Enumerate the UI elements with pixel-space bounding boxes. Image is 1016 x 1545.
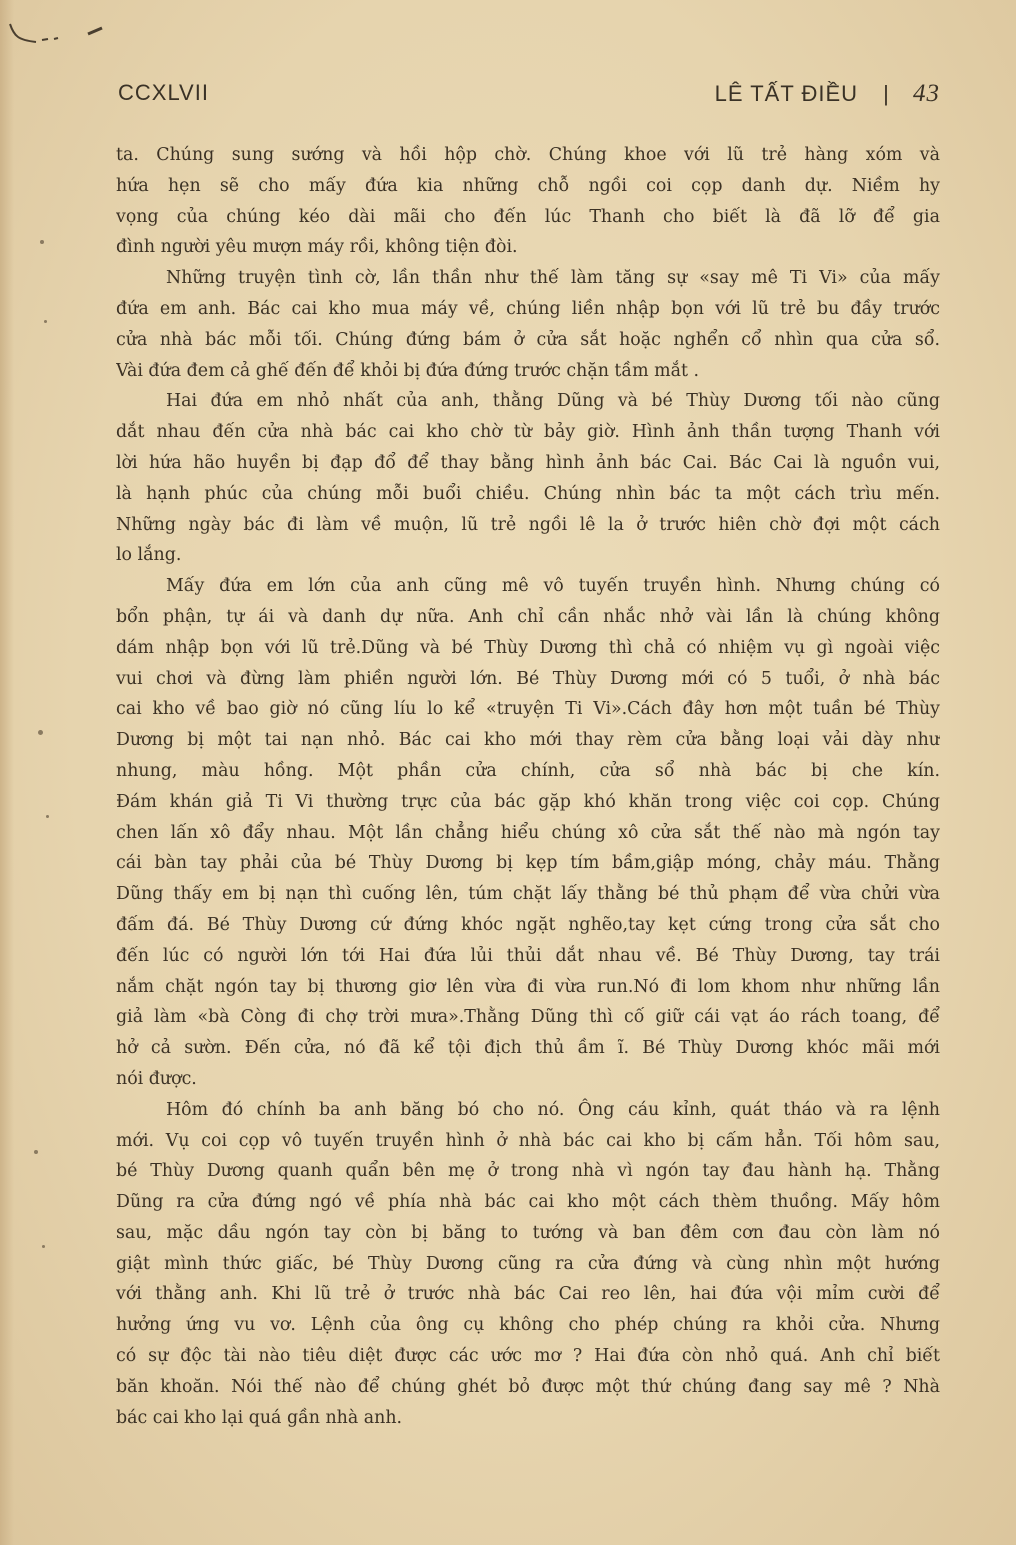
text-line: Đám khán giả Ti Vi thường trực của bác gặp khó khăn trong việc coi cọp. Chúng — [116, 791, 940, 812]
text-line: là hạnh phúc của chúng mỗi buổi chiều. Chúng nhìn bác ta một cách trìu mến. — [116, 483, 940, 504]
text-line: cửa nhà bác mỗi tối. Chúng đứng bám ở cửa sắt hoặc nghển cổ nhìn qua cửa sổ. — [116, 329, 940, 350]
text-line: Những ngày bác đi làm về muộn, lũ trẻ ngồi lê la ở trước hiên chờ đợi một cách — [116, 514, 940, 535]
paragraph — [116, 571, 940, 1095]
text-line: dắt nhau đến cửa nhà bác cai kho chờ từ bảy giờ. Hình ảnh thần tượng Thanh với — [116, 422, 940, 443]
margin-speck — [46, 815, 49, 818]
text-line: bé Thùy Dương quanh quẩn bên mẹ ở trong nhà vì ngón tay đau hành hạ. Thằng — [116, 1161, 940, 1182]
text-line: Hai đứa em nhỏ nhất của anh, thằng Dũng và bé Thùy Dương tối nào cũng — [166, 391, 940, 412]
paragraph — [116, 263, 940, 386]
text-line: Dương bị một tai nạn nhỏ. Bác cai kho mới thay rèm cửa bằng loại vải dày như — [116, 730, 940, 751]
corner-pen-mark — [6, 18, 116, 48]
text-line: Dũng ra cửa đứng ngó về phía nhà bác cai kho một cách thèm thuồng. Mấy hôm — [116, 1192, 940, 1213]
text-line: cai kho về bao giờ nó cũng líu lo kể «truyện Ti Vi».Cách đây hơn một tuần bé Thùy — [116, 699, 940, 720]
chapter-number: CCXLVII — [118, 80, 209, 105]
header-right — [715, 80, 940, 108]
paragraph — [116, 140, 940, 263]
text-line: vọng của chúng kéo dài mãi cho đến lúc Thanh cho biết là đã lỡ để gia — [116, 206, 940, 227]
author-name: LÊ TẤT ĐIỀU — [714, 81, 859, 106]
text-line: Mấy đứa em lớn của anh cũng mê vô tuyến truyền hình. Nhưng chúng có — [166, 576, 940, 597]
text-line: đấm đá. Bé Thùy Dương cứ đứng khóc ngặt nghẽo,tay kẹt cứng trong cửa sắt cho — [116, 914, 940, 935]
text-line: có sự độc tài nào tiêu diệt được các ước mơ ? Hai đứa còn nhỏ quá. Anh chỉ biết — [116, 1346, 940, 1367]
text-line: giả làm «bà Còng đi chợ trời mưa».Thằng Dũng thì cố giữ cái vạt áo rách toang, để — [116, 1007, 940, 1028]
running-header — [118, 80, 940, 114]
margin-speck — [44, 320, 47, 323]
text-line: chen lấn xô đẩy nhau. Một lần chẳng hiểu chúng xô cửa sắt thế nào mà ngón tay — [116, 822, 940, 843]
margin-speck — [42, 1245, 45, 1248]
page-number: 43 — [913, 80, 940, 107]
text-line: hở cả sườn. Đến cửa, nó đã kể tội địch thủ ầm ĩ. Bé Thùy Dương khóc mãi mới — [116, 1038, 940, 1059]
text-line: mới. Vụ coi cọp vô tuyến truyền hình ở nhà bác cai kho bị cấm hẳn. Tối hôm sau, — [116, 1130, 940, 1151]
text-line: băn khoăn. Nói thế nào để chúng ghét bỏ được một thứ chúng đang say mê ? Nhà — [116, 1376, 940, 1397]
text-line: hưởng ứng vu vơ. Lệnh của ông cụ không cho phép chúng ra khỏi cửa. Nhưng — [116, 1315, 940, 1336]
text-line: cái bàn tay phải của bé Thùy Dương bị kẹp tím bầm,giập móng, chảy máu. Thằng — [116, 853, 940, 874]
text-line: bác cai kho lại quá gần nhà anh. — [116, 1407, 403, 1428]
margin-speck — [34, 1150, 38, 1154]
text-line: nhung, màu hồng. Một phần cửa chính, cửa sổ nhà bác bị che kín. — [116, 760, 940, 781]
page-edge-shadow — [0, 0, 14, 1545]
text-line: vui chơi và đừng làm phiền người lớn. Bé Thùy Dương mới có 5 tuổi, ở nhà bác — [116, 668, 940, 689]
text-line: đình người yêu mượn máy rồi, không tiện đòi. — [116, 237, 518, 258]
text-line: với thằng anh. Khi lũ trẻ ở trước nhà bác Cai reo lên, hai đứa vội mỉm cười để — [116, 1284, 940, 1305]
text-line: Hôm đó chính ba anh băng bó cho nó. Ông cáu kỉnh, quát tháo và ra lệnh — [166, 1099, 940, 1120]
text-line: hứa hẹn sẽ cho mấy đứa kia những chỗ ngồi coi cọp danh dự. Niềm hy — [116, 175, 940, 196]
text-line: đến lúc có người lớn tới Hai đứa lủi thủi dắt nhau về. Bé Thùy Dương, tay trái — [116, 945, 940, 966]
text-line: đứa em anh. Bác cai kho mua máy về, chúng liền nhập bọn với lũ trẻ bu đầy trước — [116, 298, 940, 319]
text-line: nắm chặt ngón tay bị thương giơ lên vừa đi vừa run.Nó đi lom khom như những lần — [116, 976, 940, 997]
text-line: Dũng thấy em bị nạn thì cuống lên, túm chặt lấy thằng bé thủ phạm để vừa chửi vừa — [116, 884, 940, 905]
text-line: lời hứa hão huyền bị đạp đổ để thay bằng hình ảnh bác Cai. Bác Cai là nguồn vui, — [116, 452, 940, 473]
text-line: lo lắng. — [116, 545, 182, 566]
text-line: sau, mặc dầu ngón tay còn bị băng to tướng và ban đêm cơn đau còn làm nó — [116, 1222, 940, 1243]
text-line: nói được. — [116, 1068, 197, 1089]
paragraph — [116, 386, 940, 571]
text-line: giật mình thức giấc, bé Thùy Dương cũng ra cửa đứng và cùng nhìn một hướng — [116, 1253, 940, 1274]
text-line: ta. Chúng sung sướng và hồi hộp chờ. Chúng khoe với lũ trẻ hàng xóm và — [116, 145, 940, 165]
text-line: bổn phận, tự ái và danh dự nữa. Anh chỉ cần nhắc nhở vài lần là chúng không — [116, 606, 940, 627]
text-line: dám nhập bọn với lũ trẻ.Dũng và bé Thùy Dương thì chả có nhiệm vụ gì ngoài việc — [116, 637, 940, 658]
body-text — [116, 140, 940, 1433]
header-separator: | — [883, 81, 890, 106]
text-line: Những truyện tình cờ, lần thần như thế làm tăng sự «say mê Ti Vi» của mấy — [166, 268, 940, 289]
paragraph — [116, 1095, 940, 1434]
text-line: Vài đứa đem cả ghế đến để khỏi bị đứa đứng trước chặn tầm mắt . — [116, 360, 699, 381]
margin-speck — [38, 730, 43, 735]
margin-speck — [40, 240, 44, 244]
